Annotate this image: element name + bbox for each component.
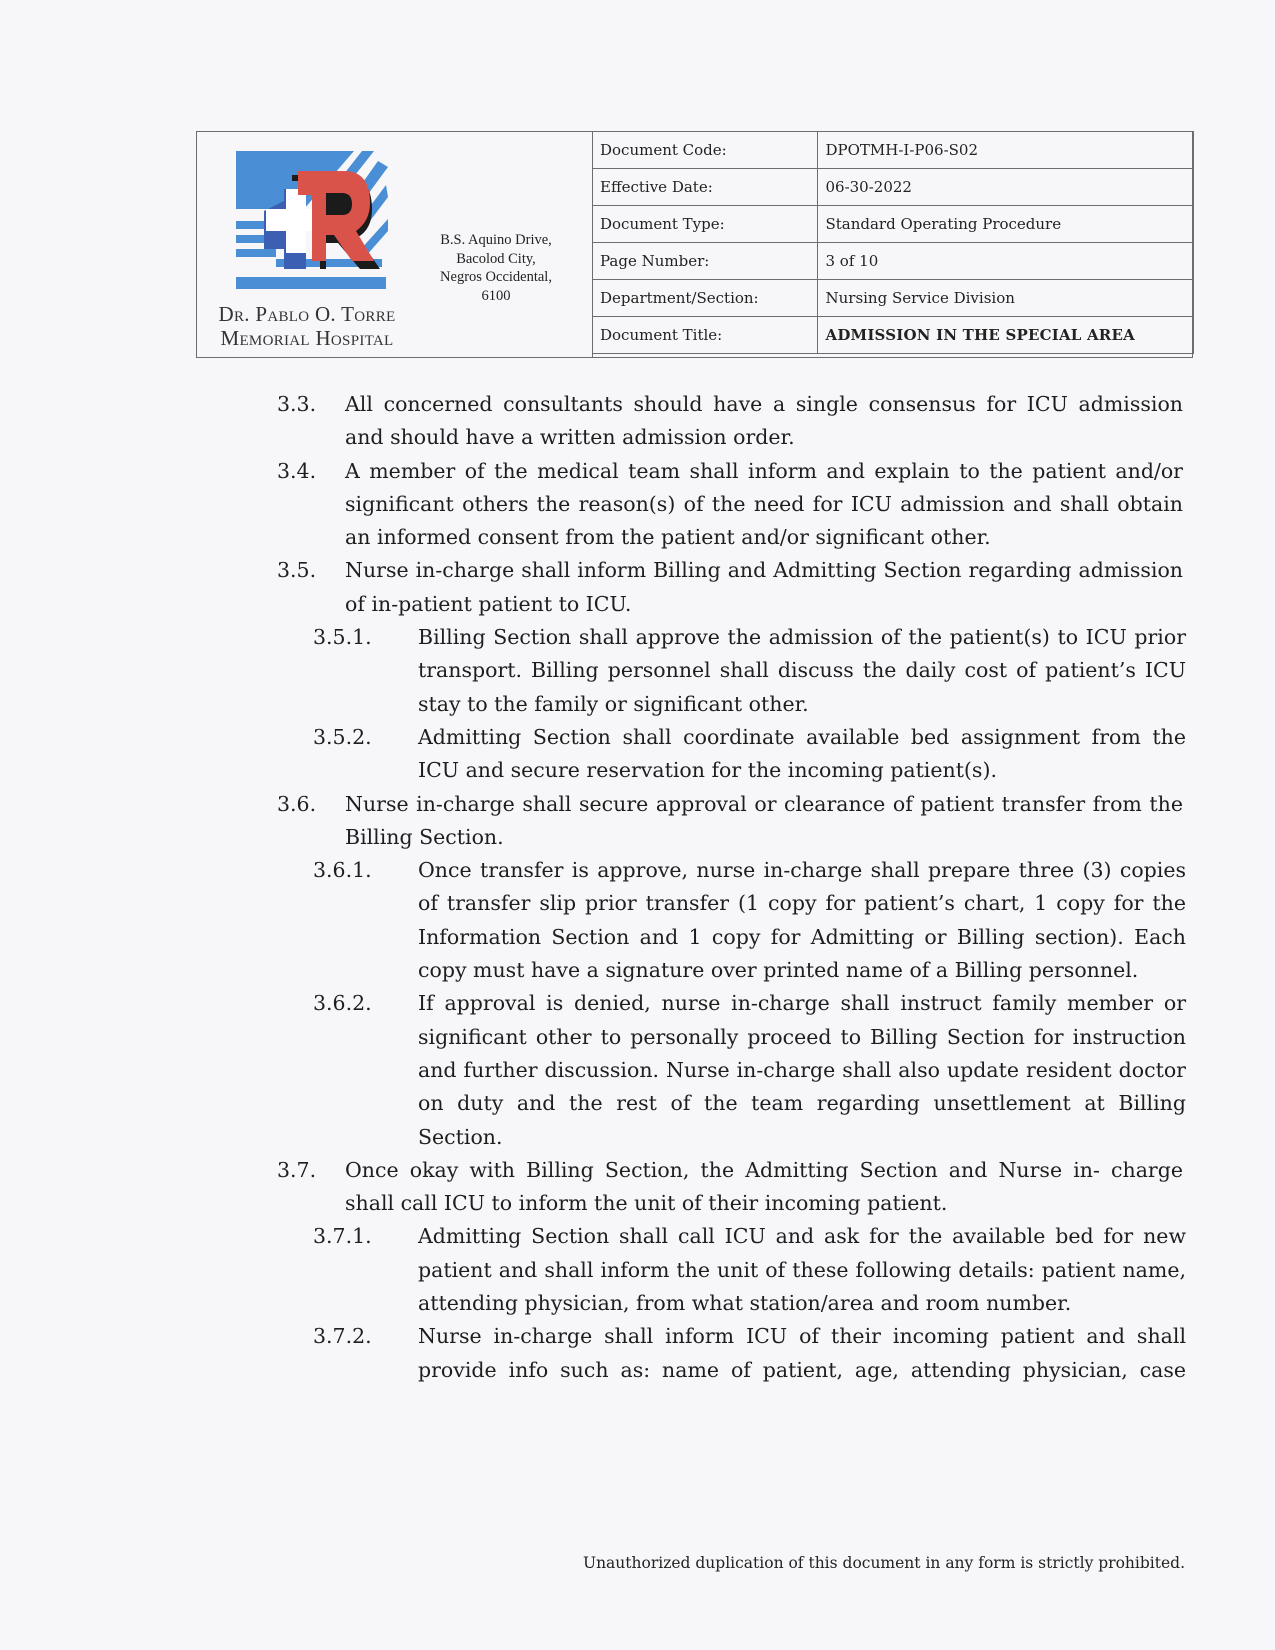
logo-cell <box>197 132 593 357</box>
item-number: 3.7. <box>277 1157 317 1182</box>
item-number: 3.7.1. <box>313 1224 372 1249</box>
procedure-subitem <box>0 1320 1275 1387</box>
item-text: All concerned consultants should have a single consensus for ICU admission and should have a written admission order. <box>345 392 1183 450</box>
meta-value: DPOTMH-I-P06-S02 <box>818 132 1194 169</box>
address-line: Bacolod City, <box>456 250 536 267</box>
procedure-item <box>0 455 1275 555</box>
item-text: Billing Section shall approve the admission of the patient(s) to ICU prior transport. Billing personnel shall discuss the daily cost of patient’s ICU stay to the family or significant other. <box>418 625 1186 716</box>
item-number: 3.3. <box>277 392 317 416</box>
meta-label: Page Number: <box>593 243 818 280</box>
meta-row-document-code <box>593 132 1194 169</box>
document-meta-table <box>592 131 1194 354</box>
item-number: 3.5.2. <box>313 724 372 749</box>
procedure-item <box>0 788 1275 855</box>
item-text: Admitting Section shall call ICU and ask for the available bed for new patient and shall inform the unit of these following details: patient name, attending physician, from what station/area and room number. <box>418 1224 1186 1316</box>
item-text: If approval is denied, nurse in-charge shall instruct family member or significant other to personally proceed to Billing Section for instruction and further discussion. Nurse in-charge shall also update resident doctor on duty and the rest of the team regarding unsettlement at Billing Section. <box>418 991 1186 1149</box>
procedure-subitem <box>0 721 1275 788</box>
item-text: Nurse in-charge shall inform ICU of their incoming patient and shall provide info such as: name of patient, age, attending physician, case <box>418 1324 1186 1382</box>
item-number: 3.5.1. <box>313 625 372 650</box>
meta-row-document-title <box>593 317 1194 354</box>
address-line: 6100 <box>481 287 511 304</box>
document-title: ADMISSION IN THE SPECIAL AREA <box>818 317 1194 354</box>
hospital-logo-icon <box>234 149 388 293</box>
meta-value: 3 of 10 <box>818 243 1194 280</box>
meta-label: Effective Date: <box>593 169 818 206</box>
meta-label: Document Code: <box>593 132 818 169</box>
procedure-subitem <box>0 987 1275 1153</box>
hospital-name <box>207 302 407 350</box>
procedure-subitem <box>0 1220 1275 1320</box>
procedure-item <box>0 388 1275 455</box>
meta-value: 06-30-2022 <box>818 169 1194 206</box>
meta-label: Document Title: <box>593 317 818 354</box>
item-text: Admitting Section shall coordinate available bed assignment from the ICU and secure reservation for the incoming patient(s). <box>418 724 1186 783</box>
meta-row-effective-date <box>593 169 1194 206</box>
item-text: Once transfer is approve, nurse in-charge shall prepare three (3) copies of transfer slip prior transfer (1 copy for patient’s chart, 1 copy for the Information Section and 1 copy for Admitting or Billing section). Each copy must have a signature over printed name of a Billing personnel. <box>418 858 1186 983</box>
hospital-address <box>421 231 571 305</box>
meta-row-department <box>593 280 1194 317</box>
item-number: 3.6.1. <box>313 858 372 883</box>
document-header <box>196 131 1193 358</box>
meta-label: Document Type: <box>593 206 818 243</box>
procedure-body <box>0 388 1275 1387</box>
item-number: 3.4. <box>277 458 317 483</box>
item-number: 3.5. <box>277 558 317 583</box>
address-line: Negros Occidental, <box>440 269 552 285</box>
hospital-name-line1: Dr. Pablo O. Torre <box>218 302 396 326</box>
item-text: Once okay with Billing Section, the Admitting Section and Nurse in- charge shall call ICU to inform the unit of their incoming patient. <box>345 1157 1183 1216</box>
item-number: 3.6. <box>277 791 317 816</box>
item-text: Nurse in-charge shall secure approval or clearance of patient transfer from the Billing Section. <box>345 791 1183 849</box>
procedure-subitem <box>0 854 1275 987</box>
footer-notice: Unauthorized duplication of this document in any form is strictly prohibited. <box>583 1554 1185 1572</box>
meta-label: Department/Section: <box>593 280 818 317</box>
meta-value: Standard Operating Procedure <box>818 206 1194 243</box>
hospital-name-line2: Memorial Hospital <box>220 326 394 350</box>
procedure-item <box>0 1154 1275 1221</box>
item-text: Nurse in-charge shall inform Billing and Admitting Section regarding admission of in-patient patient to ICU. <box>345 558 1183 616</box>
meta-value: Nursing Service Division <box>818 280 1194 317</box>
item-text: A member of the medical team shall inform and explain to the patient and/or significant others the reason(s) of the need for ICU admission and shall obtain an informed consent from the patient and/or significant other. <box>345 458 1183 550</box>
item-number: 3.6.2. <box>313 991 372 1016</box>
address-line: B.S. Aquino Drive, <box>440 232 552 248</box>
meta-row-document-type <box>593 206 1194 243</box>
procedure-subitem <box>0 621 1275 721</box>
meta-row-page-number <box>593 243 1194 280</box>
procedure-item <box>0 554 1275 621</box>
item-number: 3.7.2. <box>313 1324 372 1349</box>
